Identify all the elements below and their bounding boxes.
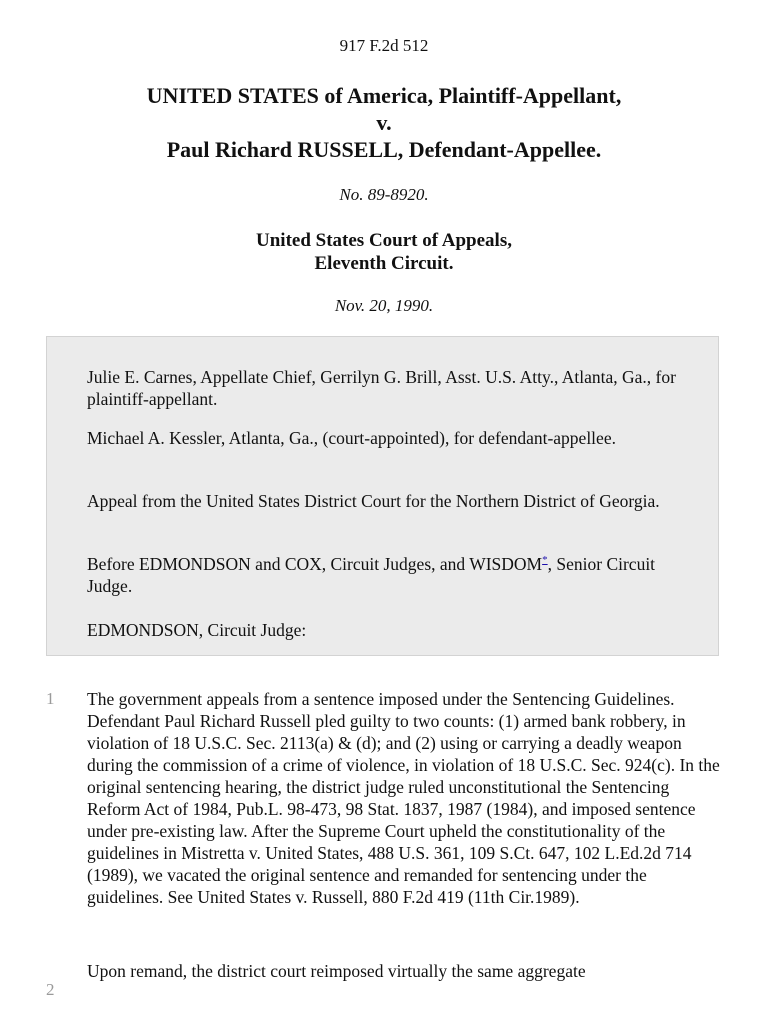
court-name	[0, 229, 768, 275]
panel-judges-text: Before EDMONDSON and COX, Circuit Judges, and WISDOM	[87, 554, 543, 574]
paragraph-number: 2	[46, 980, 55, 999]
paragraph-number: 1	[46, 689, 55, 708]
opinion-author: EDMONDSON, Circuit Judge:	[87, 620, 307, 640]
court-name-line2: Eleventh Circuit.	[314, 253, 454, 274]
panel-judges-text-end: , Senior Circuit Judge.	[87, 554, 656, 596]
case-caption	[0, 82, 768, 163]
opinion-paragraph: The government appeals from a sentence imposed under the Sentencing Guidelines. Defendant Paul Richard Russell pled guilty to two counts: (1) armed bank robbery, in violation of 18 U.S.C. Sec. 2113(a) & (d); and (2) using or carrying a deadly weapon during the commission of a crime of violence, in violation of 18 U.S.C. Sec. 924(c). In the original sentencing hearing, the district judge ruled unconstitutional the Sentencing Reform Act of 1984, Pub.L. 98-473, 98 Stat. 1837, 1987 (1984), and imposed sentence under pre-existing law. After the Supreme Court upheld the constitutionality of the guidelines in Mistretta v. United States, 488 U.S. 361, 109 S.Ct. 647, 102 L.Ed.2d 714 (1989), we vacated the original sentence and remanded for sentencing under the guidelines. See United States v. Russell, 880 F.2d 419 (11th Cir.1989).	[87, 689, 720, 907]
counsel-plaintiff: Julie E. Carnes, Appellate Chief, Gerrilyn G. Brill, Asst. U.S. Atty., Atlanta, Ga., for plaintiff-appellant.	[87, 367, 676, 409]
case-citation: 917 F.2d 512	[339, 36, 429, 55]
opinion-paragraph: Upon remand, the district court reimposed virtually the same aggregate	[87, 961, 586, 981]
caption-plaintiff: UNITED STATES of America, Plaintiff-Appellant,	[146, 83, 622, 108]
docket-number: No. 89-8920.	[339, 185, 429, 204]
counsel-defendant: Michael A. Kessler, Atlanta, Ga., (court-appointed), for defendant-appellee.	[87, 428, 616, 448]
caption-versus: v.	[376, 110, 392, 135]
decision-date: Nov. 20, 1990.	[334, 296, 434, 315]
court-name-line1: United States Court of Appeals,	[256, 230, 512, 251]
footnote-link[interactable]: *	[542, 554, 548, 567]
counsel-box	[46, 336, 719, 656]
panel-judges	[87, 554, 687, 597]
appeal-from: Appeal from the United States District Court for the Northern District of Georgia.	[87, 491, 660, 511]
caption-defendant: Paul Richard RUSSELL, Defendant-Appellee.	[166, 137, 602, 162]
